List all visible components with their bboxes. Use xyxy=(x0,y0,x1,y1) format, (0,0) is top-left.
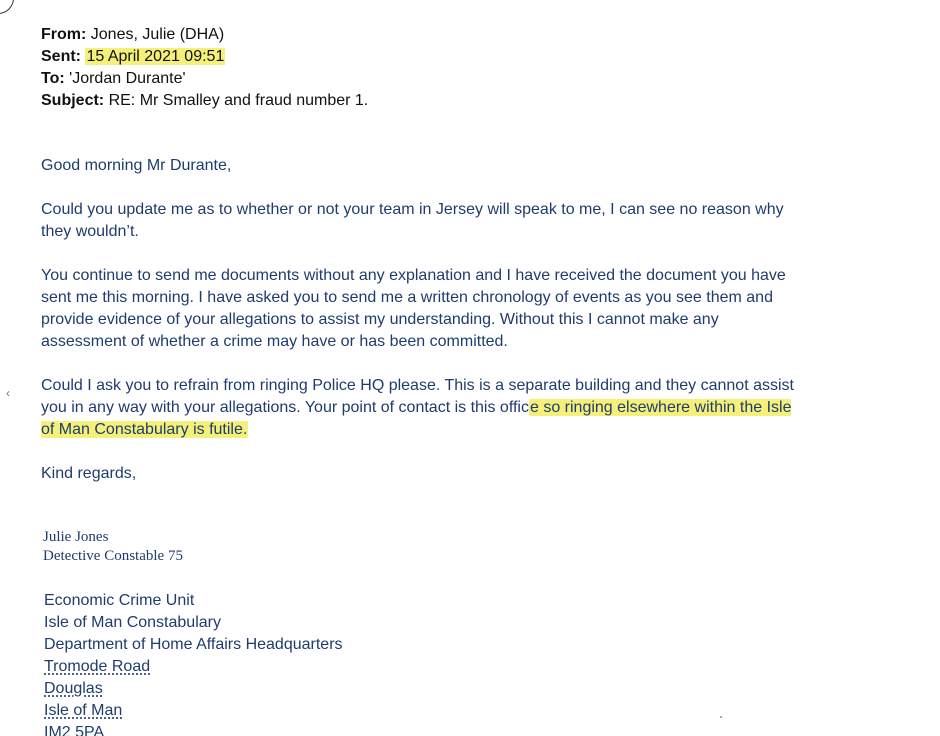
address-road-link[interactable]: Tromode Road xyxy=(44,658,151,675)
greeting: Good morning Mr Durante, xyxy=(41,157,232,174)
margin-mark: ‹ xyxy=(6,386,10,400)
scan-speck xyxy=(720,716,722,718)
to-line xyxy=(41,68,368,90)
punch-hole-mark xyxy=(0,0,14,14)
address-postcode: IM2 5PA xyxy=(44,724,105,736)
from-value: Jones, Julie (DHA) xyxy=(90,26,225,43)
from-label: From: xyxy=(41,26,87,43)
address-dept: Department of Home Affairs Headquarters xyxy=(44,636,343,653)
sent-label: Sent: xyxy=(41,48,81,65)
from-line xyxy=(41,24,368,46)
subject-label: Subject: xyxy=(41,92,105,109)
address-town-link[interactable]: Douglas xyxy=(44,680,103,697)
paragraph-3-text: Could I ask you to refrain from ringing Police HQ please. This is a separate building and they cannot assist you in any way with your allegations. Your point of contact is this offic xyxy=(41,377,794,416)
address-block xyxy=(44,590,343,736)
signature-block xyxy=(43,528,183,566)
highlighted-text: e so ringing elsewhere within the Isle of Man Constabulary is futile. xyxy=(41,399,792,438)
to-value: 'Jordan Durante' xyxy=(69,70,186,87)
paragraph-1: Could you update me as to whether or not your team in Jersey will speak to me, I can see no reason why they wouldn’t. xyxy=(41,201,784,240)
sent-line xyxy=(41,46,368,68)
paragraph-3 xyxy=(41,375,801,441)
signature-name: Julie Jones xyxy=(43,529,109,545)
address-unit: Economic Crime Unit xyxy=(44,592,195,609)
subject-line xyxy=(41,90,368,112)
subject-value: RE: Mr Smalley and fraud number 1. xyxy=(108,92,369,109)
address-org: Isle of Man Constabulary xyxy=(44,614,221,631)
email-body xyxy=(41,155,801,507)
closing: Kind regards, xyxy=(41,465,137,482)
sent-value: 15 April 2021 09:51 xyxy=(86,48,225,65)
email-header xyxy=(41,24,368,112)
signature-title: Detective Constable 75 xyxy=(43,548,183,564)
address-island-link[interactable]: Isle of Man xyxy=(44,702,123,719)
paragraph-2: You continue to send me documents without any explanation and I have received the document you have sent me this morning. I have asked you to send me a written chronology of events as you see them and provide evidence of your allegations to assist my understanding. Without this I cannot make any assessment of whether a crime may have or has been committed. xyxy=(41,267,786,350)
to-label: To: xyxy=(41,70,65,87)
